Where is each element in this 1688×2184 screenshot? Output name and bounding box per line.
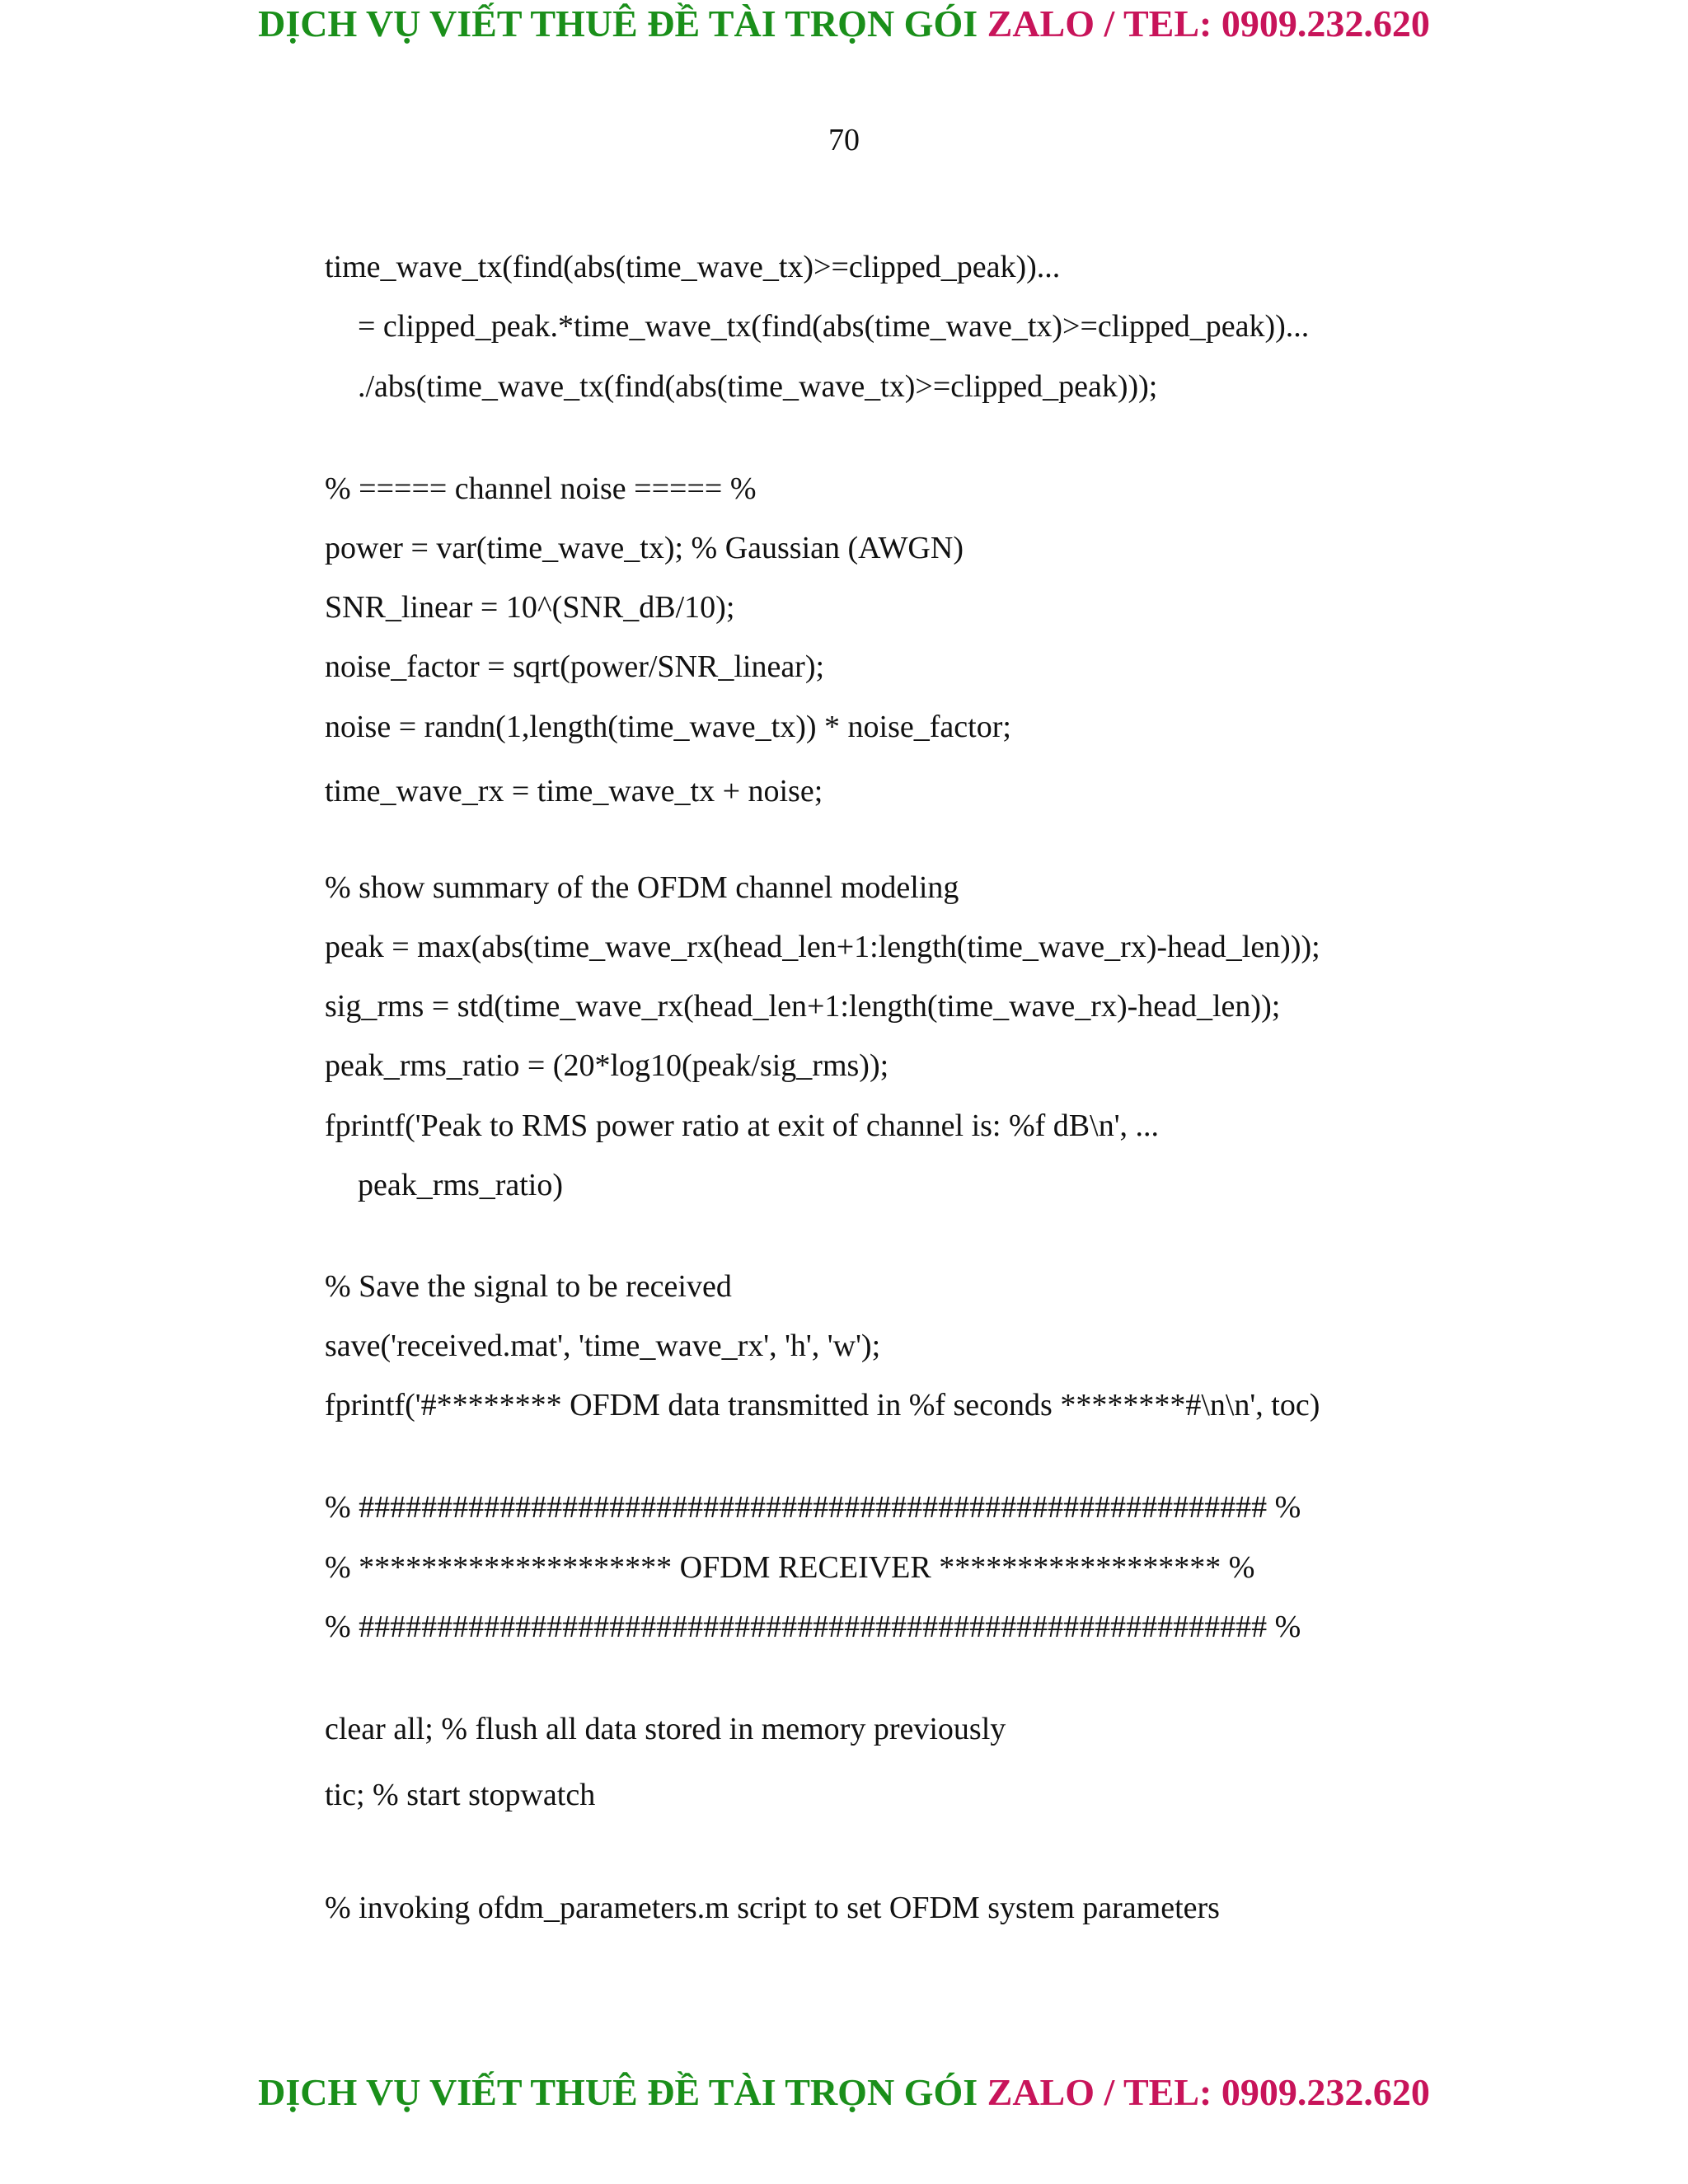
code-line: sig_rms = std(time_wave_rx(head_len+1:length(time_wave_rx)-head_len)); [325, 989, 1281, 1024]
header-banner-contact-text: ZALO / TEL: 0909.232.620 [987, 2, 1430, 45]
footer-banner [0, 2070, 1688, 2114]
footer-banner-contact-text: ZALO / TEL: 0909.232.620 [987, 2071, 1430, 2113]
code-line: % ===== channel noise ===== % [325, 471, 757, 506]
code-line: % show summary of the OFDM channel modeling [325, 870, 959, 905]
code-line: fprintf('Peak to RMS power ratio at exit of channel is: %f dB\n', ... [325, 1108, 1160, 1143]
code-line: noise = randn(1,length(time_wave_tx)) * noise_factor; [325, 710, 1011, 744]
code-line: % invoking ofdm_parameters.m script to set OFDM system parameters [325, 1891, 1220, 1925]
code-line: peak_rms_ratio = (20*log10(peak/sig_rms)); [325, 1048, 889, 1083]
code-line: peak_rms_ratio) [358, 1168, 564, 1202]
code-line: ./abs(time_wave_tx(find(abs(time_wave_tx)>=clipped_peak))); [358, 369, 1158, 404]
code-line: tic; % start stopwatch [325, 1778, 596, 1812]
code-line: clear all; % flush all data stored in memory previously [325, 1712, 1006, 1746]
code-line: fprintf('#******** OFDM data transmitted in %f seconds ********#\n\n', toc) [325, 1388, 1320, 1422]
code-line: SNR_linear = 10^(SNR_dB/10); [325, 590, 735, 625]
code-line: % Save the signal to be received [325, 1269, 732, 1304]
code-line: % ******************** OFDM RECEIVER ****************** % [325, 1550, 1255, 1585]
footer-banner-service-text: DỊCH VỤ VIẾT THUÊ ĐỀ TÀI TRỌN GÓI [258, 2071, 978, 2113]
header-banner-service-text: DỊCH VỤ VIẾT THUÊ ĐỀ TÀI TRỌN GÓI [258, 2, 978, 45]
code-line: = clipped_peak.*time_wave_tx(find(abs(time_wave_tx)>=clipped_peak))... [358, 309, 1310, 344]
code-line: noise_factor = sqrt(power/SNR_linear); [325, 649, 825, 684]
code-line: time_wave_rx = time_wave_tx + noise; [325, 774, 823, 808]
page-number: 70 [828, 123, 860, 157]
code-line: % ########################################################## % [325, 1490, 1301, 1525]
code-line: power = var(time_wave_tx); % Gaussian (AWGN) [325, 531, 964, 565]
code-line: peak = max(abs(time_wave_rx(head_len+1:length(time_wave_rx)-head_len))); [325, 930, 1320, 964]
code-line: time_wave_tx(find(abs(time_wave_tx)>=clipped_peak))... [325, 250, 1061, 284]
code-line: % ########################################################## % [325, 1610, 1301, 1644]
header-banner [0, 2, 1688, 45]
code-line: save('received.mat', 'time_wave_rx', 'h', 'w'); [325, 1329, 881, 1363]
